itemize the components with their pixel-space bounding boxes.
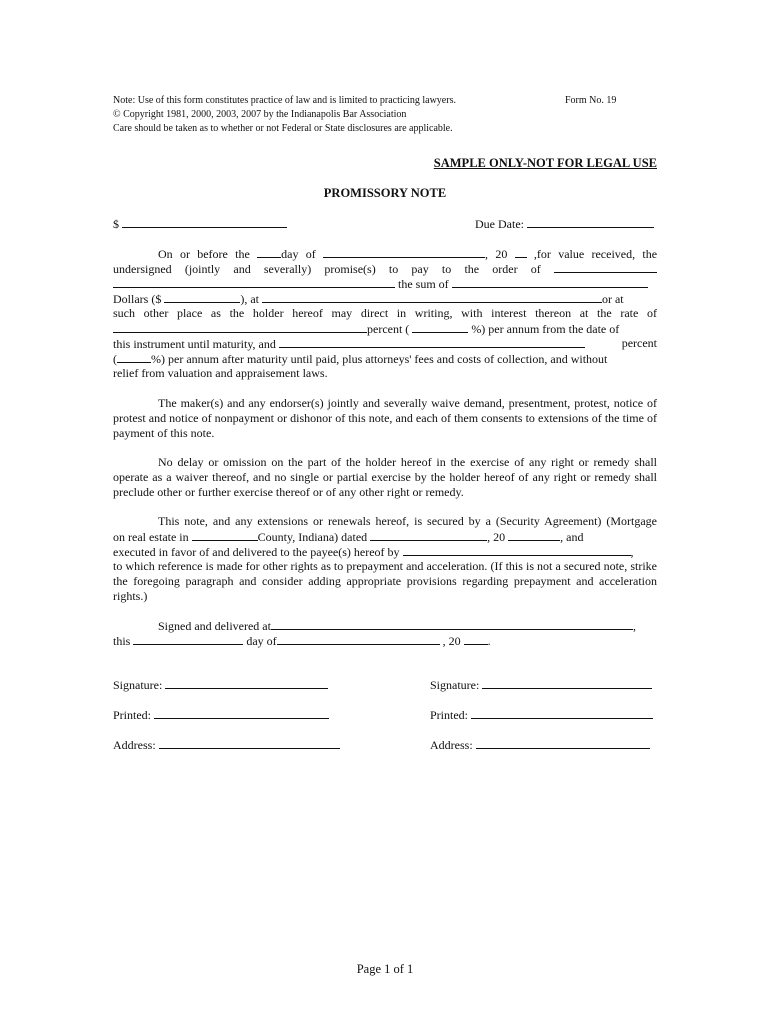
document-title: PROMISSORY NOTE: [323, 186, 447, 200]
signed-day-blank[interactable]: [133, 633, 243, 645]
post-maturity-figure-blank[interactable]: [117, 351, 151, 363]
p5-line2: this day of , 20 .: [113, 634, 491, 648]
amount-due-row: [113, 216, 657, 232]
p1-line3: the sum of: [113, 276, 657, 292]
month-blank[interactable]: [323, 246, 485, 258]
year-blank[interactable]: [515, 246, 527, 258]
no-waiver-paragraph: No delay or omission on the part of the holder hereof in the exercise of any right or remedy shall operate as a waiver thereof, and no single or partial exercise by the holder hereof of any right or remedy shall preclude other or further exercise thereof or of any other right or remedy.: [113, 455, 657, 499]
p1-line6: percent ( %) per annum from the date of: [113, 321, 657, 337]
signed-month-blank[interactable]: [277, 633, 440, 645]
form-number: Form No. 19: [565, 95, 617, 106]
dollars-figure-blank[interactable]: [164, 291, 240, 303]
sum-words-blank[interactable]: [452, 276, 648, 288]
p1-line8: ( %) per annum after maturity until paid, plus attorneys' fees and costs of collection, and without: [113, 352, 608, 366]
p5-line1: Signed and delivered at ,: [158, 619, 636, 633]
header-notes: [113, 94, 533, 136]
printed-right: Printed:: [430, 707, 653, 723]
disclosure-caution: Care should be taken as to whether or not Federal or State disclosures are applicable.: [113, 123, 453, 134]
sample-banner: SAMPLE ONLY-NOT FOR LEGAL USE: [433, 156, 657, 170]
rate-figure-blank[interactable]: [412, 321, 468, 333]
rate-words-blank[interactable]: [113, 321, 367, 333]
signature-right: Signature:: [430, 677, 652, 693]
place-blank[interactable]: [262, 291, 602, 303]
due-date-label: Due Date:: [475, 217, 524, 231]
p1-line4: Dollars ($ ), at or at: [113, 292, 624, 306]
p4-line3: executed in favor of and delivered to the payee(s) hereof by ,: [113, 545, 634, 559]
amount-blank[interactable]: [122, 216, 287, 228]
address-right: Address:: [430, 737, 650, 753]
executed-by-blank[interactable]: [403, 544, 631, 556]
payee-blank-2[interactable]: [113, 276, 395, 288]
address-left: Address:: [113, 737, 340, 753]
printed-right-blank[interactable]: [471, 707, 653, 719]
p1-line1: On or before the day of , 20 ,for value received, the: [158, 247, 658, 261]
signature-left: Signature:: [113, 677, 328, 693]
county-blank[interactable]: [192, 529, 258, 541]
waiver-paragraph: The maker(s) and any endorser(s) jointly and severally waive demand, presentment, protest, notice of protest and notice of nonpayment or dishonor of this note, and each of them consents to extensions of the time of payment of this note.: [113, 396, 657, 440]
page-number: Page 1 of 1: [356, 962, 414, 976]
p4-rest: to which reference is made for other rights as to prepayment and acceleration. (If this is not a secured note, strike the foregoing paragraph and consider adding appropriate provisions regarding prepayment and acceleration rights.): [113, 559, 657, 603]
signed-year-blank[interactable]: [464, 633, 488, 645]
printed-left: Printed:: [113, 707, 329, 723]
dollar-sign: $: [113, 217, 119, 231]
day-blank[interactable]: [257, 246, 281, 258]
due-date-blank[interactable]: [527, 216, 654, 228]
p1-line7: this instrument until maturity, and percent: [113, 336, 657, 351]
post-maturity-rate-blank[interactable]: [279, 336, 585, 348]
p4-line2: on real estate in County, Indiana) dated , 20 , and: [113, 530, 584, 544]
p1-line5: such other place as the holder hereof may direct in writing, with interest thereon at the rate of: [113, 306, 657, 320]
security-year-blank[interactable]: [508, 529, 560, 541]
signature-left-blank[interactable]: [165, 677, 328, 689]
payee-blank-1[interactable]: [554, 261, 657, 273]
signed-at-blank[interactable]: [271, 618, 633, 630]
security-date-blank[interactable]: [370, 529, 487, 541]
printed-left-blank[interactable]: [154, 707, 329, 719]
address-left-blank[interactable]: [159, 737, 340, 749]
p4-line1: This note, and any extensions or renewals hereof, is secured by a (Security Agreement) (Mortgage: [158, 514, 657, 528]
p1-line2: undersigned (jointly and severally) promise(s) to pay to the order of: [113, 261, 657, 277]
address-right-blank[interactable]: [476, 737, 650, 749]
copyright-line: © Copyright 1981, 2000, 2003, 2007 by the Indianapolis Bar Association: [113, 109, 407, 120]
practice-note: Note: Use of this form constitutes practice of law and is limited to practicing lawyers.: [113, 95, 456, 106]
p1-line9: relief from valuation and appraisement laws.: [113, 366, 328, 380]
signature-right-blank[interactable]: [482, 677, 652, 689]
